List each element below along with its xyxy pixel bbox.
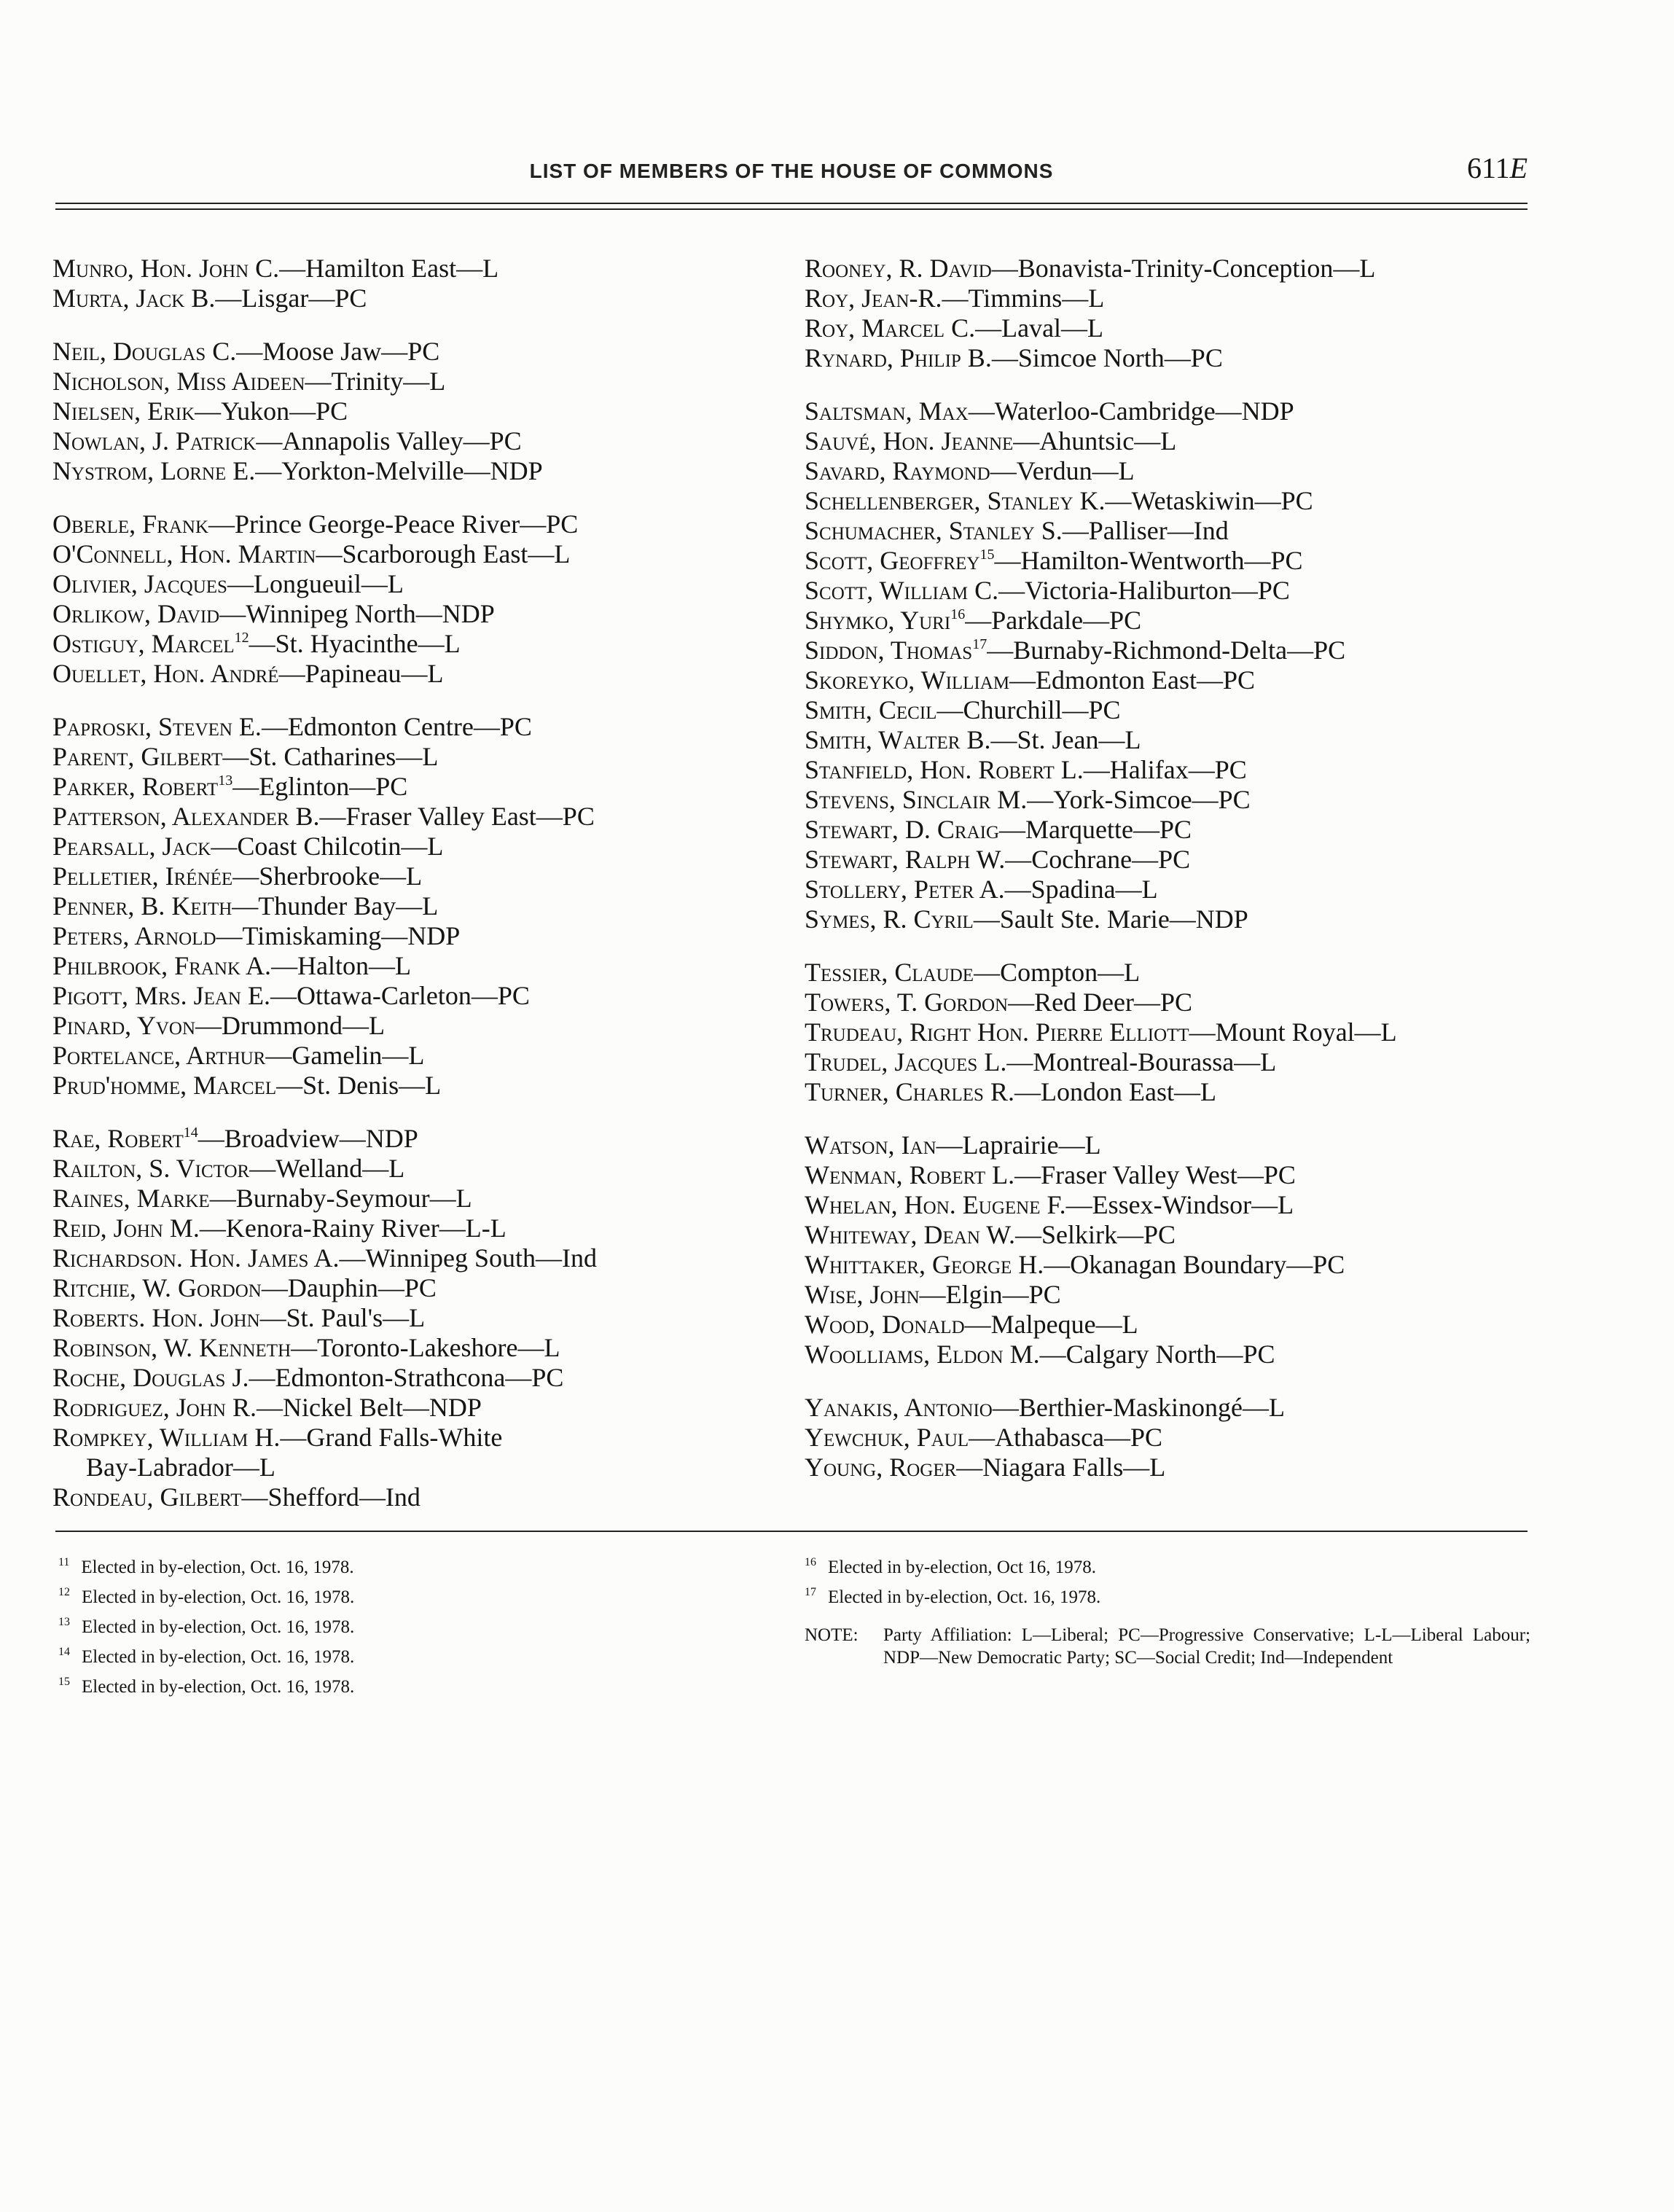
member-riding: —St. Hyacinthe—L [249,629,461,658]
member-entry [805,636,1533,665]
member-entry [805,958,1533,988]
member-entry [805,284,1533,313]
member-entry [52,1393,781,1423]
member-name: Stewart, D. Craig [805,815,1000,844]
member-riding: —Edmonton Centre—PC [261,712,532,741]
member-riding: —Sault Ste. Marie—NDP [973,904,1248,934]
footnote-text: Elected in by-election, Oct. 16, 1978. [81,1558,354,1577]
member-riding: —Berthier-Maskinongé—L [992,1393,1286,1422]
member-riding: —Drummond—L [195,1011,385,1040]
member-name: Oberle, Frank [52,509,209,539]
member-name: Murta, Jack B. [52,284,216,313]
member-name: O'Connell, Hon. Martin [52,539,316,568]
member-name: Nystrom, Lorne E. [52,456,256,485]
member-name: Watson, Ian [805,1130,936,1160]
member-entry [805,1340,1533,1369]
member-entry [52,1124,781,1154]
member-entry [805,904,1533,934]
footnote-number: 16 [805,1556,816,1568]
member-name: Stanfield, Hon. Robert L. [805,755,1084,784]
member-group [805,958,1533,1107]
member-entry [805,1453,1533,1482]
member-entry [805,1393,1533,1423]
member-entry [52,1423,781,1453]
member-entry [805,1280,1533,1310]
member-riding: —Palliser—Ind [1062,516,1229,545]
member-riding: —Parkdale—PC [965,606,1142,635]
member-name: Ritchie, W. Gordon [52,1273,262,1302]
member-name: Stevens, Sinclair M. [805,785,1028,814]
footnote-marker: 16 [950,606,966,622]
member-name: Siddon, Thomas [805,636,973,665]
footnote [58,1582,787,1612]
member-name: Nowlan, J. Patrick [52,426,257,456]
member-riding: —Thunder Bay—L [232,891,439,921]
member-name: Symes, R. Cyril [805,904,974,934]
member-name: Rynard, Philip B. [805,343,992,372]
member-name: Smith, Walter B. [805,725,991,754]
member-riding: —Victoria-Haliburton—PC [998,576,1290,605]
member-entry [52,254,781,284]
member-riding: —St. Jean—L [990,725,1141,754]
member-riding: —Grand Falls-White [280,1423,503,1452]
member-entry [805,695,1533,725]
footnote-number: 14 [58,1646,70,1658]
footnote-marker: 15 [979,547,995,563]
member-riding: —St. Denis—L [276,1071,442,1100]
footnote-number: 11 [58,1556,70,1568]
footnote-text: Elected in by-election, Oct. 16, 1978. [82,1587,355,1607]
member-entry [805,1310,1533,1340]
page-number-suffix: E [1509,152,1528,184]
member-riding: —Waterloo-Cambridge—NDP [968,396,1294,426]
member-group [52,254,781,313]
member-riding: —Selkirk—PC [1014,1220,1176,1249]
member-name: Whittaker, George H. [805,1250,1044,1279]
member-name: Savard, Raymond [805,456,990,485]
member-entry [805,1160,1533,1190]
member-entry [805,1220,1533,1250]
member-entry [805,1047,1533,1077]
member-riding: —Timmins—L [942,284,1105,313]
member-entry [805,313,1533,343]
member-riding: —Laval—L [975,313,1104,343]
member-name: Ostiguy, Marcel [52,629,235,658]
footnote-rule [55,1531,1528,1532]
member-entry [805,1190,1533,1220]
member-entry [52,1214,781,1243]
member-entry [805,1130,1533,1160]
member-riding: —Malpeque—L [964,1310,1138,1339]
member-riding: —Winnipeg South—Ind [339,1243,597,1273]
member-name: Roberts. Hon. John [52,1303,260,1332]
member-entry [52,539,781,569]
member-name: Pearsall, Jack [52,832,211,861]
member-entry [52,891,781,921]
member-riding: —Okanagan Boundary—PC [1044,1250,1345,1279]
party-note [805,1624,1530,1669]
member-entry [52,712,781,742]
member-name: Saltsman, Max [805,396,969,426]
member-entry [805,486,1533,516]
member-riding: —Fraser Valley West—PC [1014,1160,1296,1189]
member-entry [52,1071,781,1101]
footnote-number: 15 [58,1676,70,1688]
footnote-number: 17 [805,1586,816,1598]
member-riding: —Edmonton-Strathcona—PC [249,1363,564,1392]
member-name: Yewchuk, Paul [805,1423,969,1452]
member-riding: —Verdun—L [990,456,1135,485]
member-name: Woolliams, Eldon M. [805,1340,1040,1369]
member-name: Turner, Charles R. [805,1077,1014,1106]
member-riding: —Essex-Windsor—L [1065,1190,1294,1219]
member-riding: —Compton—L [974,958,1141,987]
footnote-text: Elected in by-election, Oct. 16, 1978. [82,1677,355,1697]
member-entry [52,367,781,396]
note-text: Party Affiliation: L—Liberal; PC—Progressive Conservative; L-L—Liberal Labour; NDP—New Democratic Party; SC—Social Credit; Ind—Independent [883,1625,1530,1668]
member-entry [52,509,781,539]
member-riding: —Edmonton East—PC [1009,665,1256,695]
footnotes-right-column [805,1552,1530,1669]
member-entry [52,1184,781,1214]
note-label: NOTE: [805,1625,858,1645]
member-riding: —Halton—L [271,951,412,980]
member-entry [52,1041,781,1071]
member-riding: —Athabasca—PC [969,1423,1163,1452]
member-entry [52,861,781,891]
member-name: Ouellet, Hon. André [52,659,279,688]
footnote-number: 12 [58,1586,70,1598]
member-entry [52,832,781,861]
member-riding: —Broadview—NDP [197,1124,418,1153]
member-group [805,396,1533,934]
member-riding: —Red Deer—PC [1008,988,1193,1017]
member-entry [52,659,781,689]
member-entry [805,516,1533,546]
member-riding: —Fraser Valley East—PC [319,802,595,831]
footnote-marker: 14 [183,1125,198,1141]
member-name: Rompkey, William H. [52,1423,281,1452]
member-name: Trudel, Jacques L. [805,1047,1007,1076]
member-group [805,254,1533,373]
member-riding: —Hamilton East—L [279,254,499,283]
member-entry [805,875,1533,904]
member-riding: —Montreal-Bourassa—L [1006,1047,1277,1076]
member-name: Shymko, Yuri [805,606,951,635]
member-name: Nicholson, Miss Aideen [52,367,305,396]
footnote-number: 13 [58,1616,70,1628]
member-riding: —York-Simcoe—PC [1027,785,1251,814]
member-entry [805,426,1533,456]
member-entry [52,569,781,599]
member-name: Schellenberger, Stanley K. [805,486,1106,515]
member-riding: —Cochrane—PC [1005,845,1191,874]
member-riding: —Marquette—PC [999,815,1192,844]
member-riding: —Mount Royal—L [1189,1017,1397,1047]
member-name: Whiteway, Dean W. [805,1220,1015,1249]
member-riding: —Coast Chilcotin—L [211,832,444,861]
member-entry [805,396,1533,426]
member-group [52,712,781,1101]
member-name: Young, Roger [805,1453,957,1482]
member-riding: —Calgary North—PC [1039,1340,1275,1369]
member-riding: —Ahuntsic—L [1013,426,1177,456]
member-riding: —Ottawa-Carleton—PC [270,981,530,1010]
member-entry [52,921,781,951]
member-name: Whelan, Hon. Eugene F. [805,1190,1066,1219]
member-name: Roche, Douglas J. [52,1363,249,1392]
member-riding: —Moose Jaw—PC [236,337,440,366]
member-name: Wenman, Robert L. [805,1160,1015,1189]
member-name: Yanakis, Antonio [805,1393,993,1422]
member-entry [52,951,781,981]
member-entry [52,1303,781,1333]
member-riding: —Yorkton-Melville—NDP [255,456,543,485]
footnotes-left [58,1552,787,1702]
member-name: Philbrook, Frank A. [52,951,272,980]
member-riding: —Eglinton—PC [232,772,408,801]
member-name: Railton, S. Victor [52,1154,250,1183]
member-riding: —Toronto-Lakeshore—L [291,1333,560,1362]
member-name: Prud'homme, Marcel [52,1071,277,1100]
footnote [58,1642,787,1672]
member-name: Rooney, R. David [805,254,992,283]
member-riding: —St. Paul's—L [259,1303,426,1332]
member-riding: —Elgin—PC [919,1280,1061,1309]
member-entry [52,284,781,313]
member-name: Rae, Robert [52,1124,184,1153]
member-entry [52,772,781,802]
member-riding: —Longueuil—L [227,569,404,598]
member-entry [52,1154,781,1184]
member-riding: —Winnipeg North—NDP [219,599,495,628]
footnote [58,1612,787,1642]
member-riding: —Dauphin—PC [261,1273,437,1302]
member-entry [805,1423,1533,1453]
member-name: Rodriguez, John R. [52,1393,257,1422]
member-name: Robinson, W. Kenneth [52,1333,292,1362]
member-entry [805,755,1533,785]
member-riding: —London East—L [1014,1077,1216,1106]
member-name: Raines, Marke [52,1184,210,1213]
header-rule [55,203,1528,210]
member-group [805,1130,1533,1369]
member-entry [52,456,781,486]
member-entry [805,1250,1533,1280]
member-entry [805,845,1533,875]
member-riding: —Halifax—PC [1083,755,1247,784]
footnotes-right [805,1552,1530,1612]
member-riding: Bay-Labrador—L [86,1453,275,1482]
member-name: Scott, Geoffrey [805,546,980,575]
member-name: Neil, Douglas C. [52,337,237,366]
member-entry [52,1333,781,1363]
member-group [52,1124,781,1512]
member-name: Olivier, Jacques [52,569,227,598]
member-entry [52,1453,781,1482]
member-entry [52,1243,781,1273]
member-name: Penner, B. Keith [52,891,232,921]
member-riding: —Gamelin—L [265,1041,425,1070]
member-riding: —Annapolis Valley—PC [256,426,522,456]
member-name: Stewart, Ralph W. [805,845,1006,874]
member-name: Orlikow, David [52,599,220,628]
page-header [55,149,1528,193]
member-entry [805,988,1533,1017]
member-entry [805,1017,1533,1047]
member-entry [805,665,1533,695]
member-entry [805,546,1533,576]
member-entry [52,599,781,629]
member-name: Roy, Jean-R. [805,284,942,313]
member-riding: —Yukon—PC [195,396,348,426]
footnote-text: Elected in by-election, Oct. 16, 1978. [82,1617,355,1637]
footnote-text: Elected in by-election, Oct. 16, 1978. [828,1587,1101,1607]
right-column [805,254,1533,1506]
member-riding: —Nickel Belt—NDP [256,1393,482,1422]
member-riding: —Simcoe North—PC [991,343,1223,372]
member-entry [52,629,781,659]
member-name: Trudeau, Right Hon. Pierre Elliott [805,1017,1189,1047]
member-entry [805,815,1533,845]
member-group [52,509,781,689]
member-riding: —Churchill—PC [936,695,1121,724]
member-name: Parker, Robert [52,772,219,801]
member-name: Wood, Donald [805,1310,965,1339]
member-entry [805,576,1533,606]
left-column [52,254,781,1536]
member-riding: —Bonavista-Trinity-Conception—L [991,254,1376,283]
member-name: Wise, John [805,1280,920,1309]
member-riding: —Trinity—L [305,367,446,396]
member-riding: —Burnaby-Seymour—L [209,1184,472,1213]
member-name: Nielsen, Erik [52,396,195,426]
member-entry [52,396,781,426]
member-name: Roy, Marcel C. [805,313,976,343]
member-name: Pigott, Mrs. Jean E. [52,981,270,1010]
member-name: Munro, Hon. John C. [52,254,280,283]
member-name: Sauvé, Hon. Jeanne [805,426,1014,456]
member-name: Rondeau, Gilbert [52,1482,242,1512]
footnote [805,1552,1530,1582]
member-riding: —Scarborough East—L [316,539,571,568]
member-entry [805,606,1533,636]
member-riding: —Burnaby-Richmond-Delta—PC [987,636,1346,665]
footnote-marker: 12 [234,630,249,646]
member-riding: —Kenora-Rainy River—L-L [199,1214,506,1243]
member-group [805,1393,1533,1482]
member-entry [52,1273,781,1303]
member-entry [805,785,1533,815]
member-entry [805,254,1533,284]
member-entry [805,456,1533,486]
member-riding: —Shefford—Ind [241,1482,421,1512]
member-riding: —Prince George-Peace River—PC [208,509,579,539]
member-name: Tessier, Claude [805,958,974,987]
member-entry [52,1363,781,1393]
member-entry [52,981,781,1011]
member-name: Paproski, Steven E. [52,712,262,741]
member-entry [52,337,781,367]
member-entry [52,1482,781,1512]
member-riding: —Wetaskiwin—PC [1105,486,1313,515]
member-entry [52,742,781,772]
member-name: Stollery, Peter A. [805,875,1005,904]
member-riding: —Papineau—L [278,659,444,688]
footnote-text: Elected in by-election, Oct. 16, 1978. [82,1647,355,1667]
member-name: Towers, T. Gordon [805,988,1009,1017]
member-name: Peters, Arnold [52,921,216,950]
member-name: Patterson, Alexander B. [52,802,320,831]
footnote-marker: 17 [972,636,987,652]
member-entry [52,1011,781,1041]
member-entry [805,1077,1533,1107]
member-name: Richardson. Hon. James A. [52,1243,340,1273]
member-riding: —Hamilton-Wentworth—PC [994,546,1303,575]
member-entry [805,725,1533,755]
member-name: Schumacher, Stanley S. [805,516,1063,545]
member-riding: —Timiskaming—NDP [216,921,461,950]
footnote [58,1672,787,1702]
member-name: Scott, William C. [805,576,999,605]
footnote [58,1552,787,1582]
member-group [52,337,781,486]
member-entry [52,802,781,832]
page-title: LIST OF MEMBERS OF THE HOUSE OF COMMONS [529,160,1054,182]
footnote-marker: 13 [218,773,233,789]
page-number-value: 611 [1467,152,1510,184]
member-name: Parent, Gilbert [52,742,223,771]
footnote-text: Elected in by-election, Oct 16, 1978. [828,1558,1096,1577]
member-riding: —Niagara Falls—L [956,1453,1166,1482]
footnote [805,1582,1530,1612]
member-name: Skoreyko, William [805,665,1010,695]
member-entry [52,426,781,456]
member-name: Smith, Cecil [805,695,937,724]
member-name: Pelletier, Irénée [52,861,233,891]
member-riding: —St. Catharines—L [222,742,439,771]
member-name: Pinard, Yvon [52,1011,196,1040]
member-riding: —Welland—L [249,1154,405,1183]
member-name: Portelance, Arthur [52,1041,266,1070]
member-riding: —Lisgar—PC [215,284,367,313]
page-number [1467,151,1528,185]
member-riding: —Sherbrooke—L [232,861,423,891]
member-name: Reid, John M. [52,1214,200,1243]
member-riding: —Laprairie—L [936,1130,1101,1160]
member-riding: —Spadina—L [1004,875,1158,904]
member-entry [805,343,1533,373]
